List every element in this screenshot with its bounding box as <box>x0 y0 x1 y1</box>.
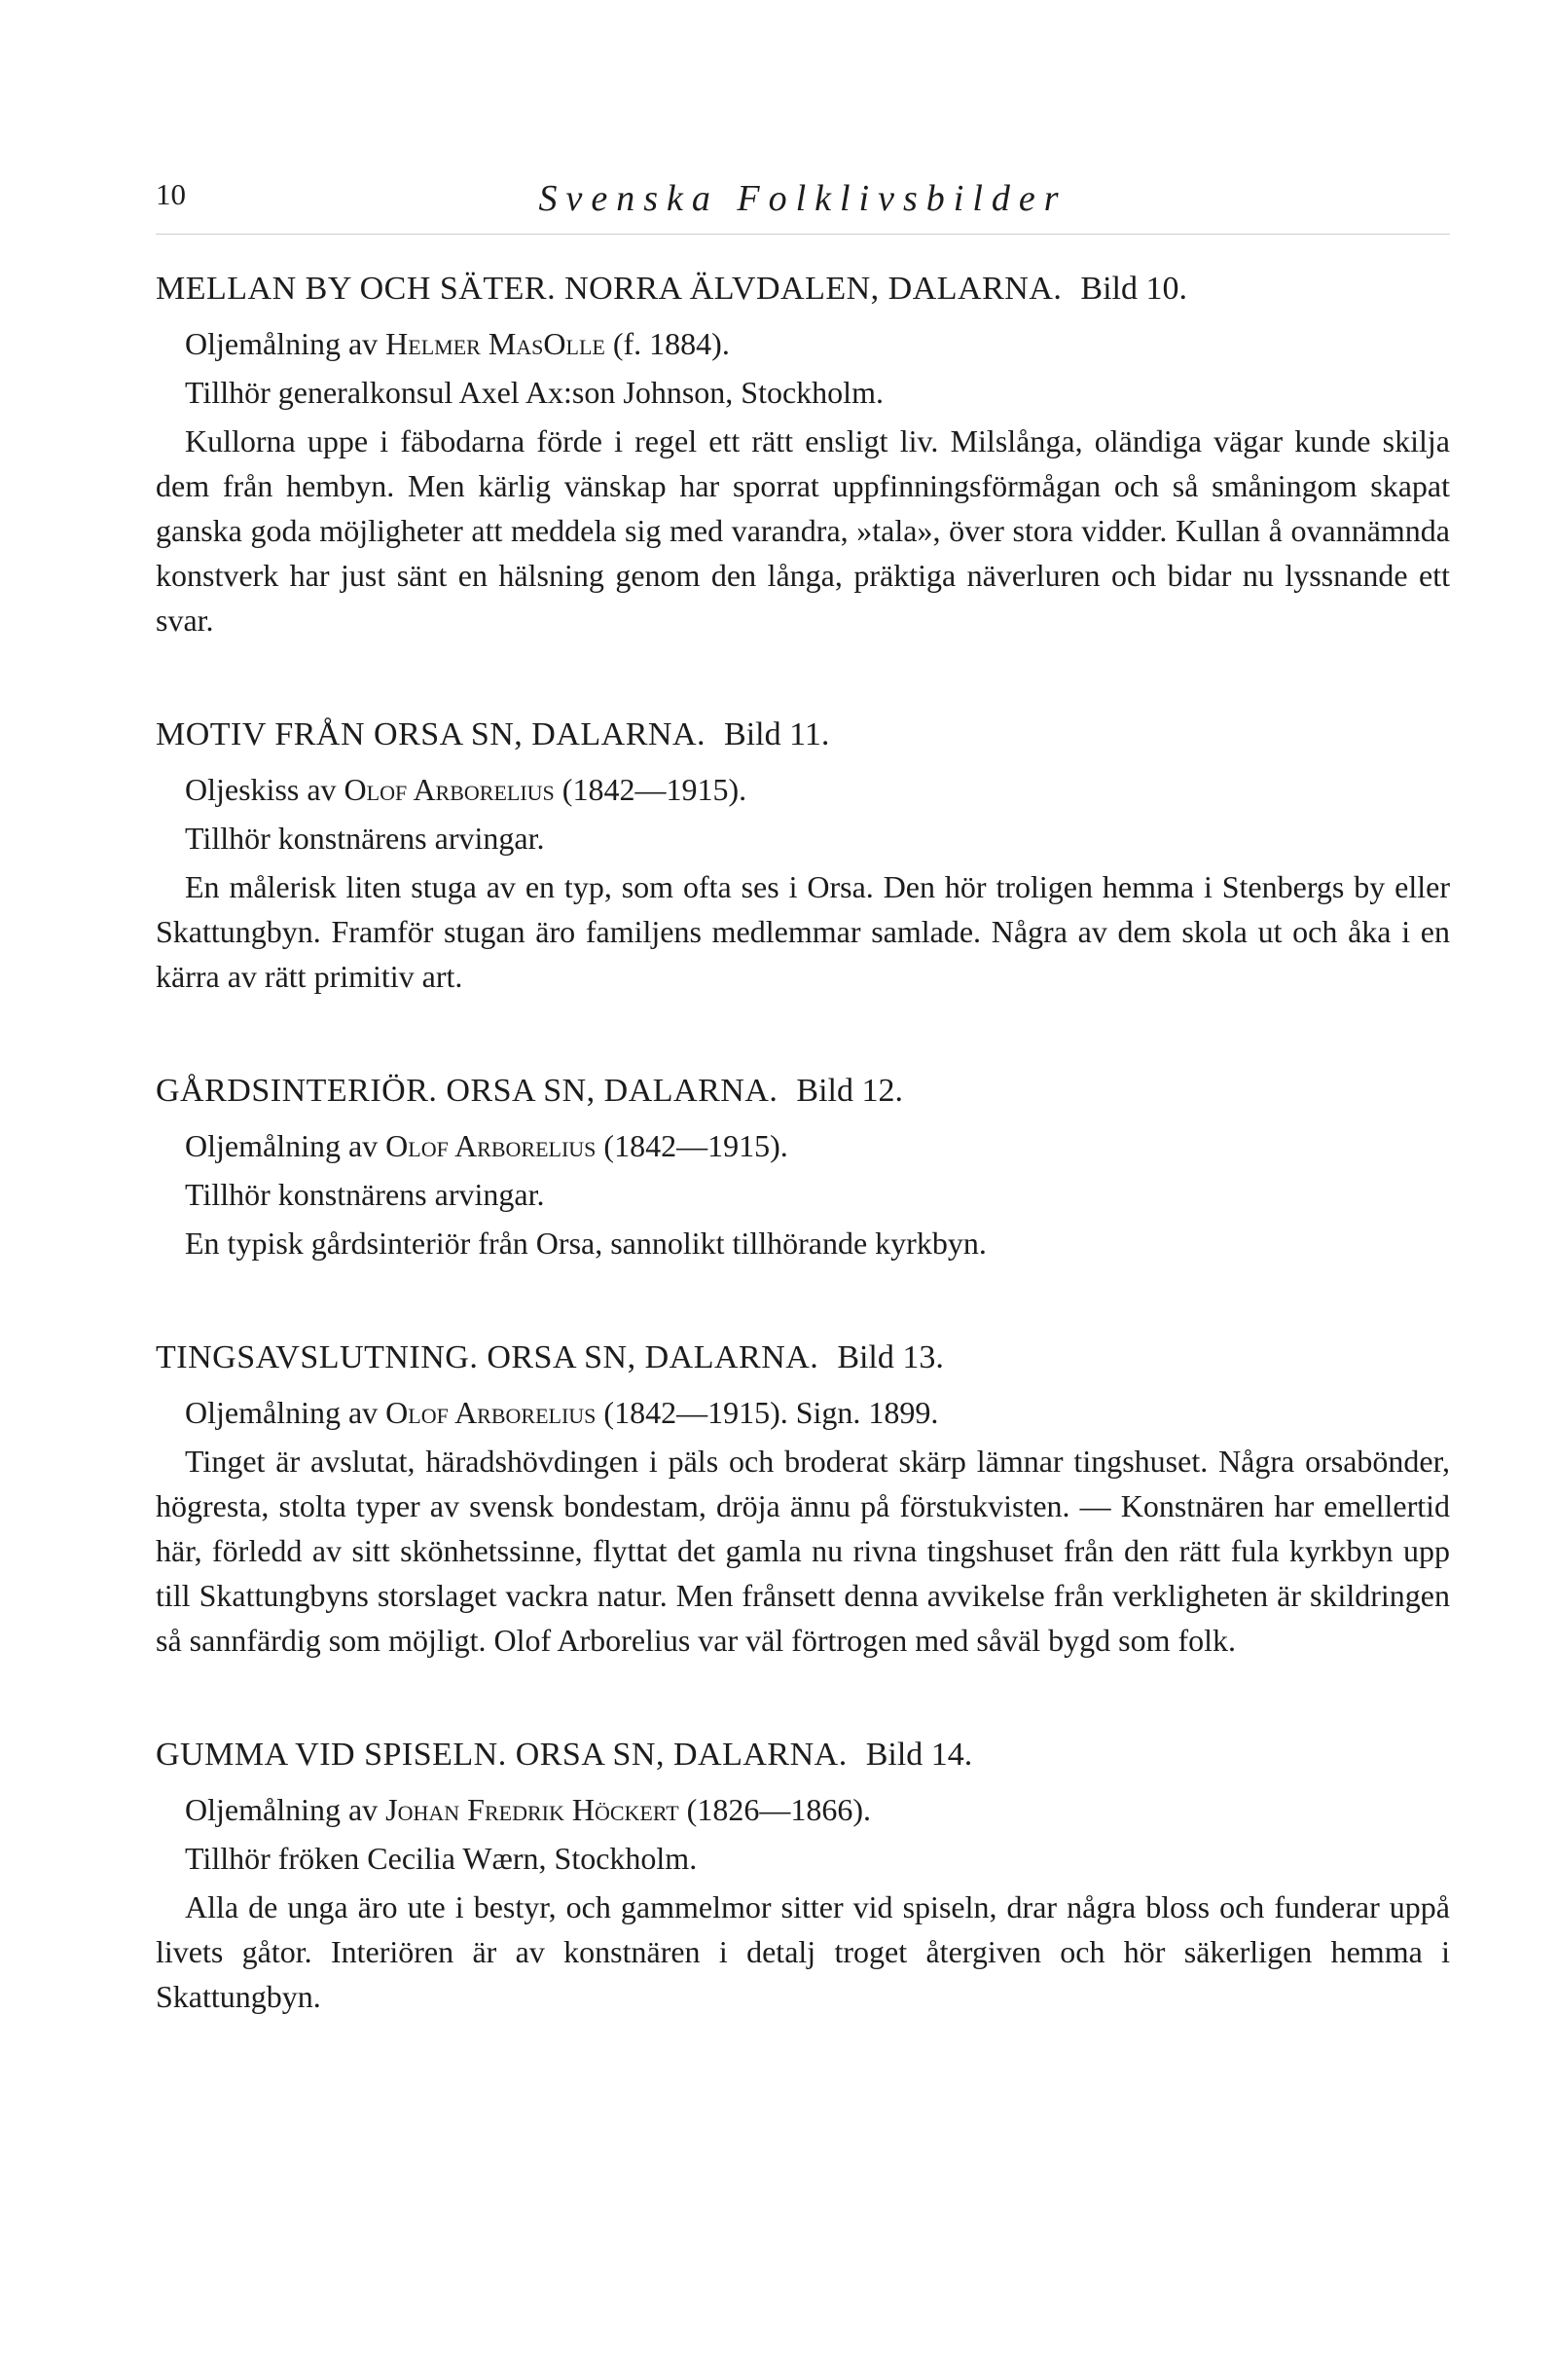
entry-heading <box>156 711 1450 759</box>
medium: Oljemålning av <box>185 1128 379 1163</box>
owner-line: Tillhör fröken Cecilia Wærn, Stockholm. <box>185 1841 698 1876</box>
entry-description: Kullorna uppe i fäbodarna förde i regel ett rätt ensligt liv. Milslånga, oländiga vägar kunde skilja dem från hembyn. Men kärlig vänskap har sporrat uppfinningsförmågan och så småningom skapat ganska goda möjligheter att meddela sig med varandra, »tala», över stora vidder. Kullan å ovannämnda konstverk har just sänt en hälsning genom den långa, präktiga näverluren och bidar nu lyssnande ett svar. <box>156 423 1450 638</box>
entry-title: TINGSAVSLUTNING. ORSA SN, DALARNA. <box>156 1339 819 1375</box>
running-title: Svenska Folklivsbilder <box>538 178 1068 219</box>
signature-date: Sign. 1899. <box>795 1395 939 1430</box>
artist-name: Helmer MasOlle <box>385 326 605 361</box>
medium-line <box>185 767 1450 812</box>
medium: Oljeskiss av <box>185 772 337 807</box>
medium-line <box>185 321 1450 366</box>
entry-bild-10 <box>156 265 1450 642</box>
artist-dates: (1842—1915). <box>561 772 747 807</box>
artist-dates: (1826—1866). <box>686 1792 871 1827</box>
artist-dates: (1842—1915). <box>603 1395 788 1430</box>
header-divider <box>156 234 1450 235</box>
entry-heading <box>156 1731 1450 1779</box>
page-number: 10 <box>156 177 186 211</box>
owner-line: Tillhör generalkonsul Axel Ax:son Johnson, Stockholm. <box>185 375 884 410</box>
bild-number: Bild 13. <box>837 1339 944 1375</box>
entry-description: Tinget är avslutat, häradshövdingen i päls och broderat skärp lämnar tingshuset. Några orsabönder, högresta, stolta typer av svensk bondestam, dröja ännu på förstukvisten. — Konstnären har emellertid här, förledd av sitt skönhetssinne, flyttat det gamla nu rivna tingshuset från den rätt fula kyrkbyn upp till Skattungbyns storslaget vackra natur. Men frånsett denna avvikelse från verkligheten är skildringen så sannfärdig som möjligt. Olof Arborelius var väl förtrogen med såväl bygd som folk. <box>156 1444 1450 1658</box>
entry-bild-12 <box>156 1067 1450 1265</box>
bild-number: Bild 10. <box>1080 271 1187 307</box>
artist-dates: (f. 1884). <box>612 326 730 361</box>
entry-bild-13 <box>156 1334 1450 1663</box>
entry-title: GÅRDSINTERIÖR. ORSA SN, DALARNA. <box>156 1073 778 1109</box>
medium-line <box>185 1123 1450 1168</box>
owner-line: Tillhör konstnärens arvingar. <box>185 821 545 856</box>
entry-heading <box>156 1067 1450 1116</box>
bild-number: Bild 12. <box>796 1073 903 1109</box>
entries <box>156 265 1450 2019</box>
entry-description: En målerisk liten stuga av en typ, som ofta ses i Orsa. Den hör troligen hemma i Stenbergs by eller Skattungbyn. Framför stugan äro familjens medlemmar samlade. Några av dem skola ut och åka i en kärra av rätt primitiv art. <box>156 869 1450 994</box>
medium-line <box>185 1787 1450 1832</box>
entry-title: MELLAN BY OCH SÄTER. NORRA ÄLVDALEN, DALARNA. <box>156 271 1063 307</box>
entry-heading <box>156 265 1450 313</box>
artist-name: Johan Fredrik Höckert <box>385 1792 679 1827</box>
running-head <box>156 177 1450 226</box>
medium-line <box>185 1390 1450 1435</box>
bild-number: Bild 14. <box>865 1737 973 1773</box>
artist-name: Olof Arborelius <box>385 1395 597 1430</box>
medium: Oljemålning av <box>185 1395 379 1430</box>
entry-bild-11 <box>156 711 1450 999</box>
artist-name: Olof Arborelius <box>385 1128 597 1163</box>
owner-line: Tillhör konstnärens arvingar. <box>185 1177 545 1212</box>
artist-dates: (1842—1915). <box>603 1128 788 1163</box>
medium: Oljemålning av <box>185 1792 379 1827</box>
artist-name: Olof Arborelius <box>344 772 555 807</box>
entry-bild-14 <box>156 1731 1450 2019</box>
medium: Oljemålning av <box>185 326 379 361</box>
bild-number: Bild 11. <box>724 716 830 752</box>
entry-heading <box>156 1334 1450 1382</box>
entry-description: En typisk gårdsinteriör från Orsa, sannolikt tillhörande kyrkbyn. <box>185 1226 987 1261</box>
entry-title: MOTIV FRÅN ORSA SN, DALARNA. <box>156 716 706 752</box>
entry-title: GUMMA VID SPISELN. ORSA SN, DALARNA. <box>156 1737 848 1773</box>
entry-description: Alla de unga äro ute i bestyr, och gammelmor sitter vid spiseln, drar några bloss och funderar uppå livets gåtor. Interiören är av konstnären i detalj troget återgiven och hör säkerligen hemma i Skattungbyn. <box>156 1889 1450 2014</box>
